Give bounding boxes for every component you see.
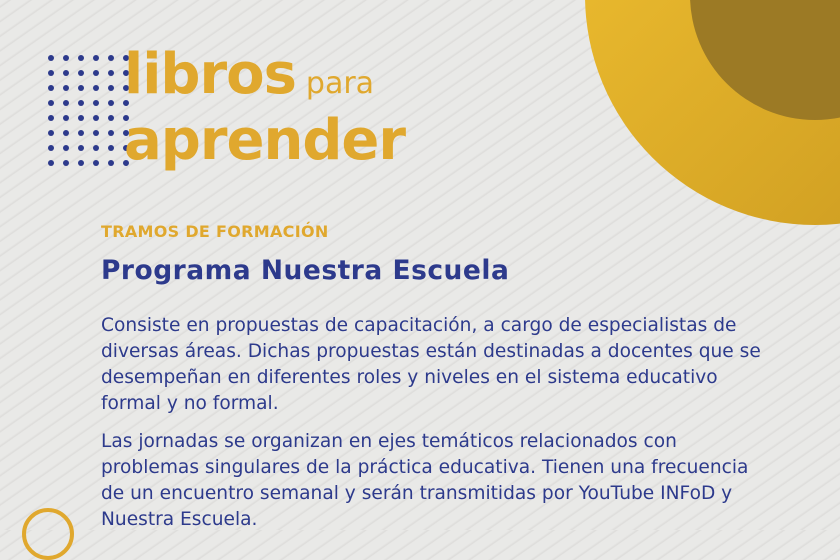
dot <box>78 85 84 91</box>
logo-libros-para-aprender <box>124 42 406 173</box>
dot <box>108 70 114 76</box>
dot <box>93 85 99 91</box>
dot <box>78 115 84 121</box>
decorative-ring <box>560 0 840 260</box>
dot <box>63 145 69 151</box>
dot <box>78 55 84 61</box>
dot <box>108 85 114 91</box>
dot <box>48 70 54 76</box>
page-title: Programa Nuestra Escuela <box>101 255 510 286</box>
logo-word-para: para <box>305 66 375 101</box>
dot <box>93 130 99 136</box>
dot <box>48 115 54 121</box>
dot <box>48 130 54 136</box>
dot <box>63 130 69 136</box>
dot <box>108 130 114 136</box>
dot <box>108 145 114 151</box>
dot <box>78 145 84 151</box>
section-kicker: TRAMOS DE FORMACIÓN <box>101 222 329 241</box>
dot <box>63 115 69 121</box>
dot <box>93 160 99 166</box>
dot <box>93 115 99 121</box>
body-text <box>101 313 761 545</box>
dot <box>108 55 114 61</box>
dot <box>108 100 114 106</box>
dot <box>93 55 99 61</box>
paragraph: Consiste en propuestas de capacitación, a cargo de especialistas de diversas áreas. Dichas propuestas están destinadas a docentes que se desempeñan en diferentes roles y niveles en el sistema educativo formal y no formal. <box>101 315 761 414</box>
dot <box>93 145 99 151</box>
dot <box>48 55 54 61</box>
dot <box>63 85 69 91</box>
dot <box>48 160 54 166</box>
dot <box>63 55 69 61</box>
paragraph: Las jornadas se organizan en ejes temáticos relacionados con problemas singulares de la práctica educativa. Tienen una frecuencia de un encuentro semanal y serán transmitidas por YouTube INFoD y Nuestra Escuela. <box>101 431 749 530</box>
dot <box>63 100 69 106</box>
dot <box>63 160 69 166</box>
dot <box>78 100 84 106</box>
dot <box>63 70 69 76</box>
dot <box>108 160 114 166</box>
dot <box>78 130 84 136</box>
dot <box>93 70 99 76</box>
dot <box>78 70 84 76</box>
logo-word-libros: libros <box>124 42 296 107</box>
dot <box>93 100 99 106</box>
dot <box>78 160 84 166</box>
dot <box>48 100 54 106</box>
logo-word-aprender: aprender <box>124 108 406 173</box>
dot <box>48 145 54 151</box>
corner-ring-decoration <box>22 508 74 560</box>
dot-grid-decoration <box>48 55 129 166</box>
dot <box>108 115 114 121</box>
dot <box>48 85 54 91</box>
